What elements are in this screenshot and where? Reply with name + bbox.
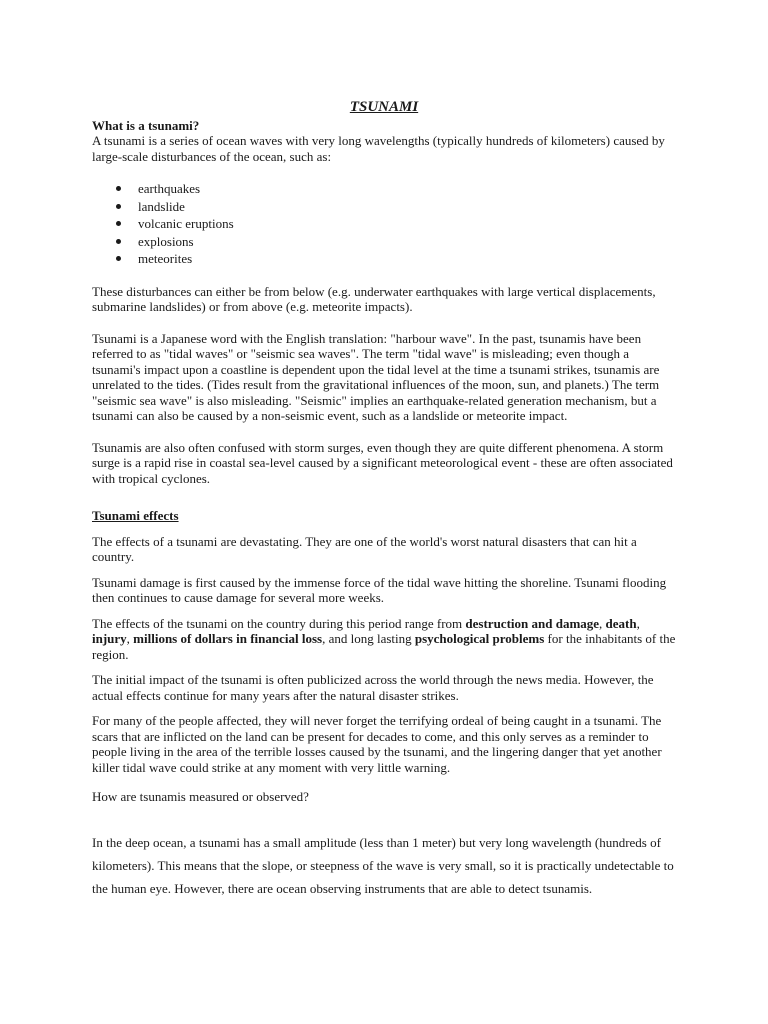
japanese-word-paragraph: Tsunami is a Japanese word with the English translation: "harbour wave". In the past, tsunamis have been referred to as "tidal waves" or "seismic sea waves". The term "tidal wave" is misleading; even though a tsunami's impact upon a coastline is dependent upon the tidal level at the time a tsunami strikes, tsunamis are unrelated to the tides. (Tides result from the gravitational influences of the moon, sun, and planets.) The term "seismic sea wave" is also misleading. "Seismic" implies an earthquake-related generation mechanism, but a tsunami can also be caused by a non-seismic event, such as a landslide or meteorite impact. <box>92 330 660 423</box>
list-item: landslide <box>116 198 676 216</box>
effects-paragraph-2: Tsunami damage is first caused by the immense force of the tidal wave hitting the shoreline. Tsunami flooding then continues to cause damage for several more weeks. <box>92 574 667 605</box>
list-item: volcanic eruptions <box>116 215 676 233</box>
effects-heading: Tsunami effects <box>92 508 179 523</box>
effects-paragraph-3: The effects of the tsunami on the country during this period range from destruction and damage, death, injury, millions of dollars in financial loss, and long lasting psychological problems for the inhabitants of the region. <box>92 615 676 662</box>
list-item: earthquakes <box>116 180 676 198</box>
effects-paragraph-1: The effects of a tsunami are devastating. They are one of the world's worst natural disasters that can hit a country. <box>92 533 637 564</box>
bold-term: psychological problems <box>414 631 545 646</box>
measured-paragraph: In the deep ocean, a tsunami has a small amplitude (less than 1 meter) but very long wavelength (hundreds of kilometers). This means that the slope, or steepness of the wave is very small, so it is practically undetectable to the human eye. However, there are ocean observing instruments that are able to detect tsunamis. <box>92 834 674 896</box>
intro-heading: What is a tsunami? <box>92 117 200 133</box>
bold-term: millions of dollars in financial loss <box>133 631 323 646</box>
causes-list <box>92 180 676 268</box>
intro-paragraph: A tsunami is a series of ocean waves with very long wavelengths (typically hundreds of kilometers) caused by large-scale disturbances of the ocean, such as: <box>92 133 665 164</box>
bold-term: injury <box>92 631 127 646</box>
storm-surge-paragraph: Tsunamis are also often confused with storm surges, even though they are quite different phenomena. A storm surge is a rapid rise in coastal sea-level caused by a significant meteorological event - these are often associated with tropical cyclones. <box>92 439 673 486</box>
bold-term: destruction and damage <box>465 615 600 631</box>
disturbances-paragraph: These disturbances can either be from below (e.g. underwater earthquakes with large vertical displacements, submarine landslides) or from above (e.g. meteorite impacts). <box>92 283 656 314</box>
document-title: TSUNAMI <box>349 99 419 115</box>
effects-paragraph-4: The initial impact of the tsunami is often publicized across the world through the news media. However, the actual effects continue for many years after the natural disaster strikes. <box>92 672 654 703</box>
list-item: explosions <box>116 233 676 251</box>
measured-question: How are tsunamis measured or observed? <box>92 789 309 804</box>
list-item: meteorites <box>116 250 676 268</box>
bold-term: death <box>605 615 637 631</box>
effects-paragraph-5: For many of the people affected, they will never forget the terrifying ordeal of being caught in a tsunami. The scars that are inflicted on the land can be present for decades to come, and this only serves as a reminder to people living in the area of the terrible losses caused by the tsunami, and the lingering danger that yet another killer tidal wave could strike at any moment with very little warning. <box>92 713 662 775</box>
